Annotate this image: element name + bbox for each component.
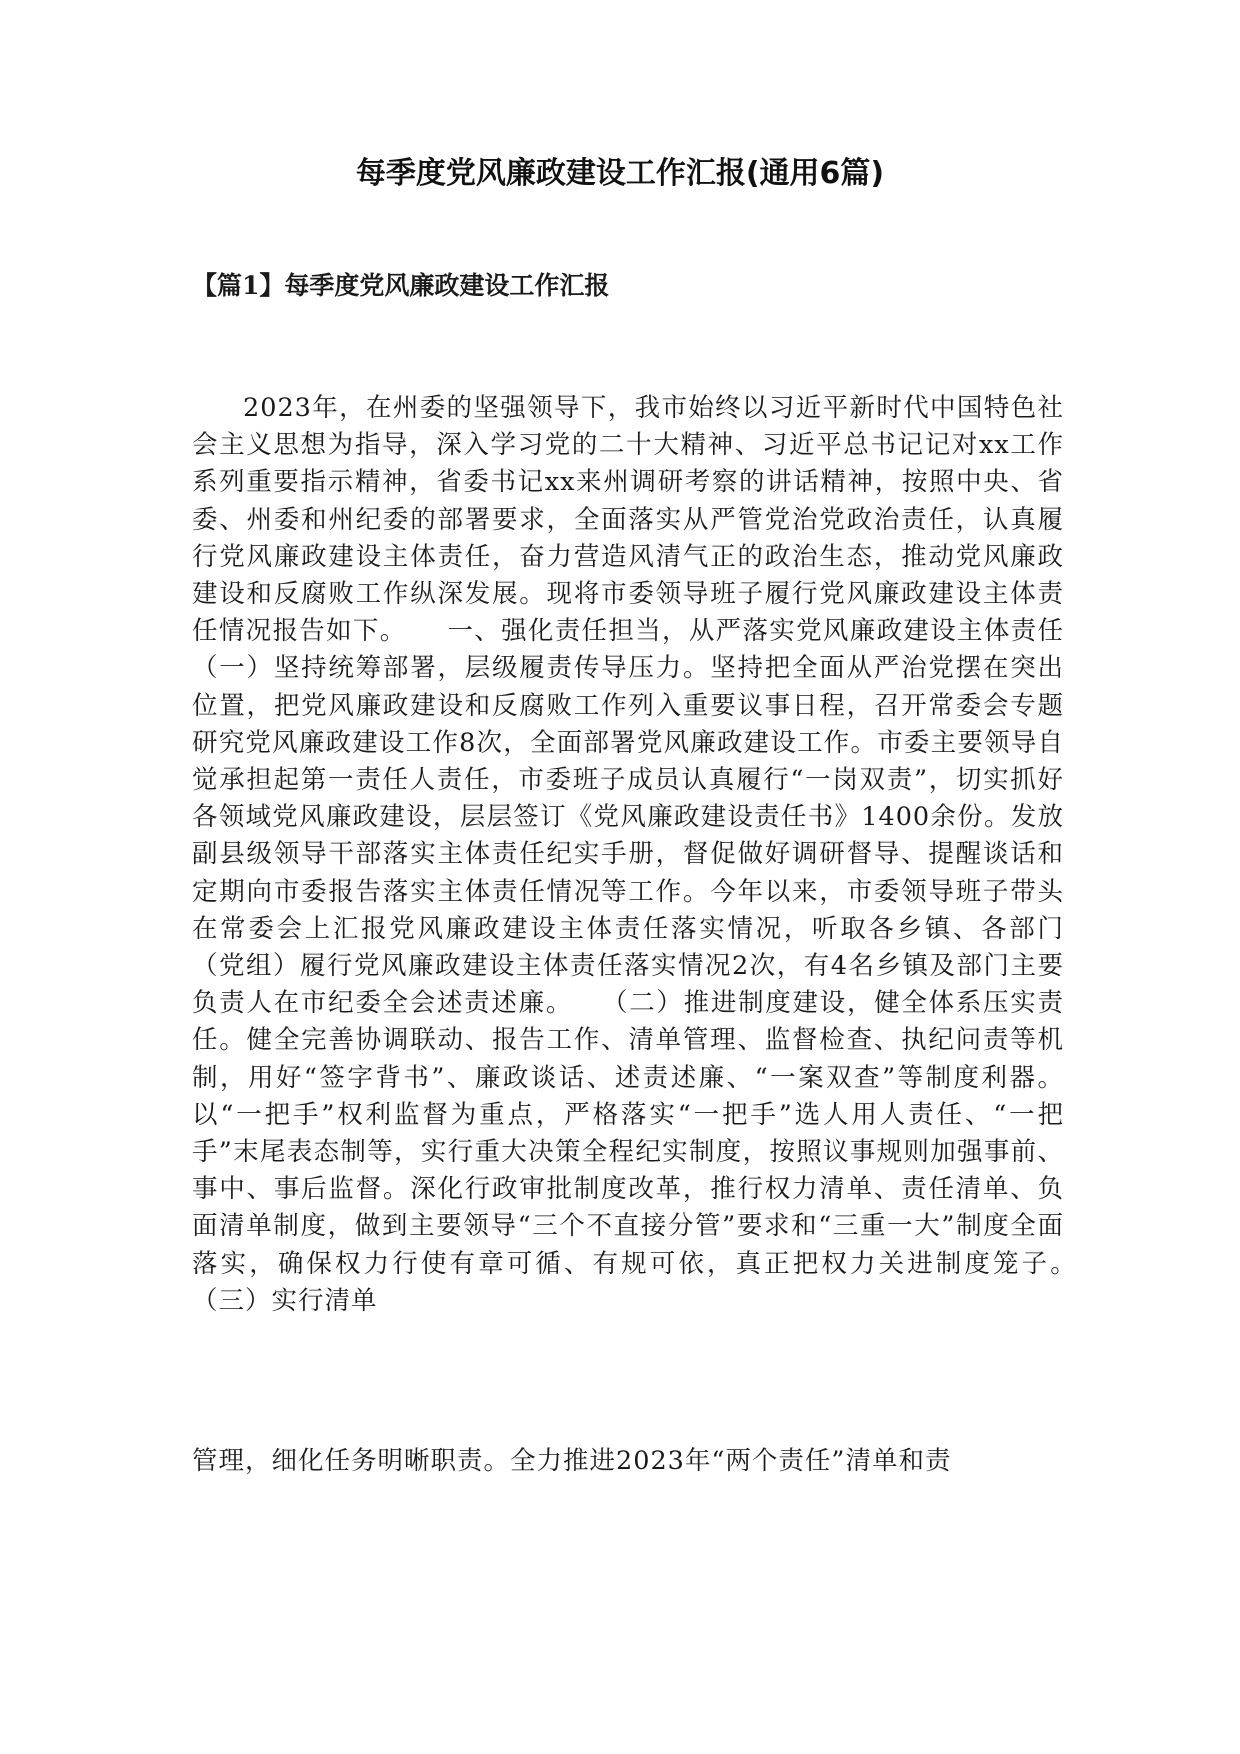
- body-paragraph-continued: 管理，细化任务明晰职责。全力推进2023年“两个责任”清单和责: [192, 1446, 952, 1476]
- body-paragraph: 2023年，在州委的坚强领导下，我市始终以习近平新时代中国特色社会主义思想为指导，深入学习党的二十大精神、习近平总书记记对xx工作系列重要指示精神，省委书记xx来州调研考察的讲话精神，按照中央、省委、州委和州纪委的部署要求，全面落实从严管党治党政治责任，认真履行党风廉政建设主体责任，奋力营造风清气正的政治生态，推动党风廉政建设和反腐败工作纵深发展。现将市委领导班子履行党风廉政建设主体责任情况报告如下。 一、强化责任担当，从严落实党风廉政建设主体责任 （一）坚持统筹部署，层级履责传导压力。坚持把全面从严治党摆在突出位置，把党风廉政建设和反腐败工作列入重要议事日程，召开常委会专题研究党风廉政建设工作8次，全面部署党风廉政建设工作。市委主要领导自觉承担起第一责任人责任，市委班子成员认真履行“一岗双责”，切实抓好各领域党风廉政建设，层层签订《党风廉政建设责任书》1400余份。发放副县级领导干部落实主体责任纪实手册，督促做好调研督导、提醒谈话和定期向市委报告落实主体责任情况等工作。今年以来，市委领导班子带头在常委会上汇报党风廉政建设主体责任落实情况，听取各乡镇、各部门（党组）履行党风廉政建设主体责任落实情况2次，有4名乡镇及部门主要负责人在市纪委全会述责述廉。 （二）推进制度建设，健全体系压实责任。健全完善协调联动、报告工作、清单管理、监督检查、执纪问责等机制，用好“签字背书”、廉政谈话、述责述廉、“一案双查”等制度利器。以“一把手”权利监督为重点，严格落实“一把手”选人用人责任、“一把手”末尾表态制等，实行重大决策全程纪实制度，按照议事规则加强事前、事中、事后监督。深化行政审批制度改革，推行权力清单、责任清单、负面清单制度，做到主要领导“三个不直接分管”要求和“三重一大”制度全面落实，确保权力行使有章可循、有规可依，真正把权力关进制度笼子。 （三）实行清单: [192, 393, 1118, 1316]
- document-title: 每季度党风廉政建设工作汇报(通用6篇): [355, 156, 885, 191]
- section-heading: 【篇1】每季度党风廉政建设工作汇报: [192, 271, 610, 300]
